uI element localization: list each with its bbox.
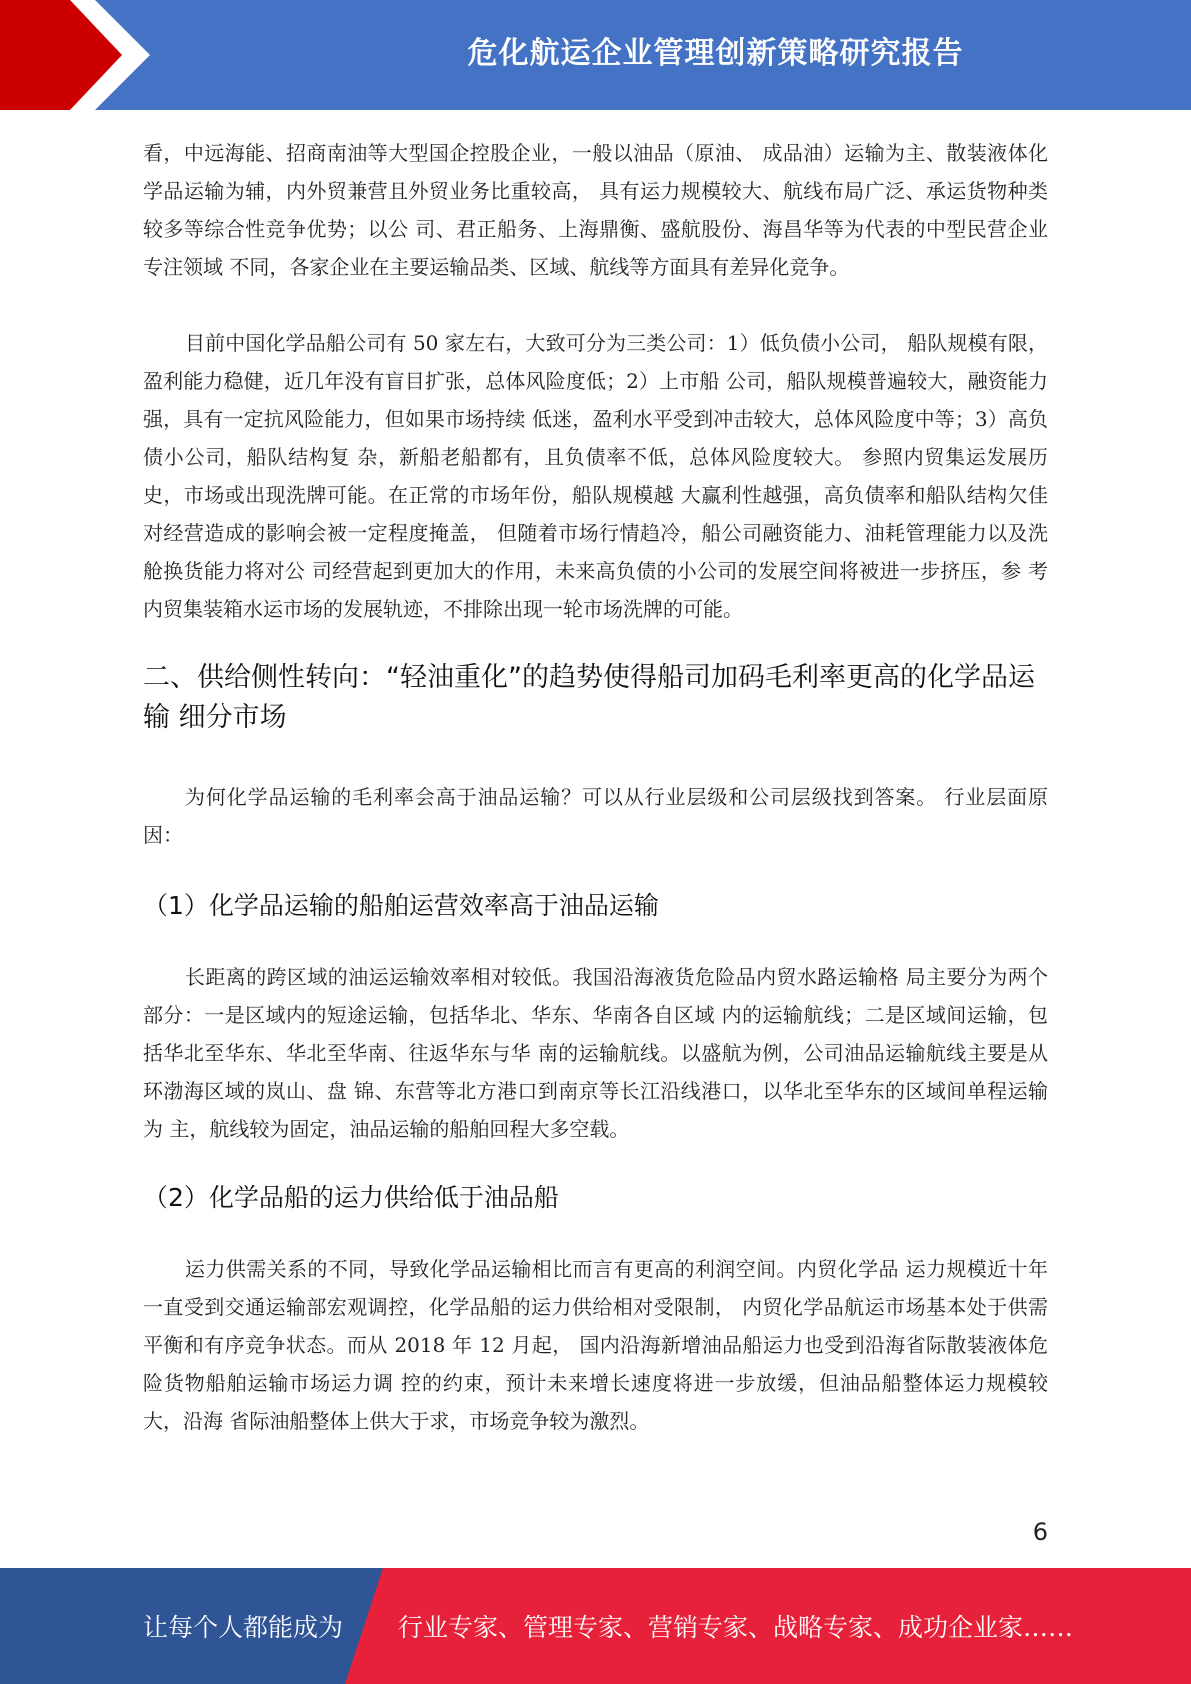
- page-footer: [0, 1568, 1191, 1684]
- document-body: [143, 134, 1048, 1440]
- page-header: [0, 0, 1191, 110]
- footer-slogan-right: 行业专家、管理专家、营销专家、战略专家、成功企业家……: [398, 1613, 1074, 1642]
- subsection-heading-2: （2）化学品船的运力供给低于油品船: [143, 1183, 559, 1212]
- paragraph-2: 目前中国化学品船公司有 50 家左右，大致可分为三类公司：1）低负债小公司， 船队规模有限，盈利能力稳健，近几年没有盲目扩张，总体风险度低；2）上市船 公司，船队规模普遍较大，融资能力强，具有一定抗风险能力，但如果市场持续 低迷，盈利水平受到冲击较大，总体风险度中等；3）高负债小公司，船队结构复 杂，新船老船都有，且负债率不低，总体风险度较大。 参照内贸集运发展历史，市场或出现洗牌可能。在正常的市场年份，船队规模越 大赢利性越强，高负债率和船队结构欠佳对经营造成的影响会被一定程度掩盖， 但随着市场行情趋冷，船公司融资能力、油耗管理能力以及洗舱换货能力将对公 司经营起到更加大的作用，未来高负债的小公司的发展空间将被进一步挤压，参 考内贸集装箱水运市场的发展轨迹，不排除出现一轮市场洗牌的可能。: [143, 331, 1048, 621]
- paragraph-4: 长距离的跨区域的油运运输效率相对较低。我国沿海液货危险品内贸水路运输格 局主要分为两个部分：一是区域内的短途运输，包括华北、华东、华南各自区域 内的运输航线；二是区域间运输，包括华北至华东、华北至华南、往返华东与华 南的运输航线。以盛航为例，公司油品运输航线主要是从环渤海区域的岚山、盘 锦、东营等北方港口到南京等长江沿线港口，以华北至华东的区域间单程运输为 主，航线较为固定，油品运输的船舶回程大多空载。: [143, 965, 1048, 1141]
- subsection-heading-1: （1）化学品运输的船舶运营效率高于油品运输: [143, 891, 659, 920]
- paragraph-5: 运力供需关系的不同，导致化学品运输相比而言有更高的利润空间。内贸化学品 运力规模近十年一直受到交通运输部宏观调控，化学品船的运力供给相对受限制， 内贸化学品航运市场基本处于供需平衡和有序竞争状态。而从 2018 年 12 月起， 国内沿海新增油品船运力也受到沿海省际散装液体危险货物船舶运输市场运力调 控的约束，预计未来增长速度将进一步放缓，但油品船整体运力规模较大，沿海 省际油船整体上供大于求，市场竞争较为激烈。: [143, 1257, 1048, 1433]
- paragraph-1: 看，中远海能、招商南油等大型国企控股企业，一般以油品（原油、 成品油）运输为主、散装液体化学品运输为辅，内外贸兼营且外贸业务比重较高， 具有运力规模较大、航线布局广泛、承运货物种类较多等综合性竞争优势；以公 司、君正船务、上海鼎衡、盛航股份、海昌华等为代表的中型民营企业专注领域 不同，各家企业在主要运输品类、区域、航线等方面具有差异化竞争。: [143, 141, 1048, 279]
- footer-slogan-left: 让每个人都能成为: [143, 1613, 344, 1642]
- red-chevron-icon: [0, 0, 260, 110]
- page-number: 6: [1032, 1518, 1048, 1546]
- document-title: 危化航运企业管理创新策略研究报告: [467, 36, 964, 71]
- section-heading-2: 二、供给侧性转向：“轻油重化”的趋势使得船司加码毛利率更高的化学品运输 细分市场: [143, 662, 1035, 733]
- paragraph-3: 为何化学品运输的毛利率会高于油品运输？可以从行业层级和公司层级找到答案。 行业层面原因：: [143, 785, 1048, 847]
